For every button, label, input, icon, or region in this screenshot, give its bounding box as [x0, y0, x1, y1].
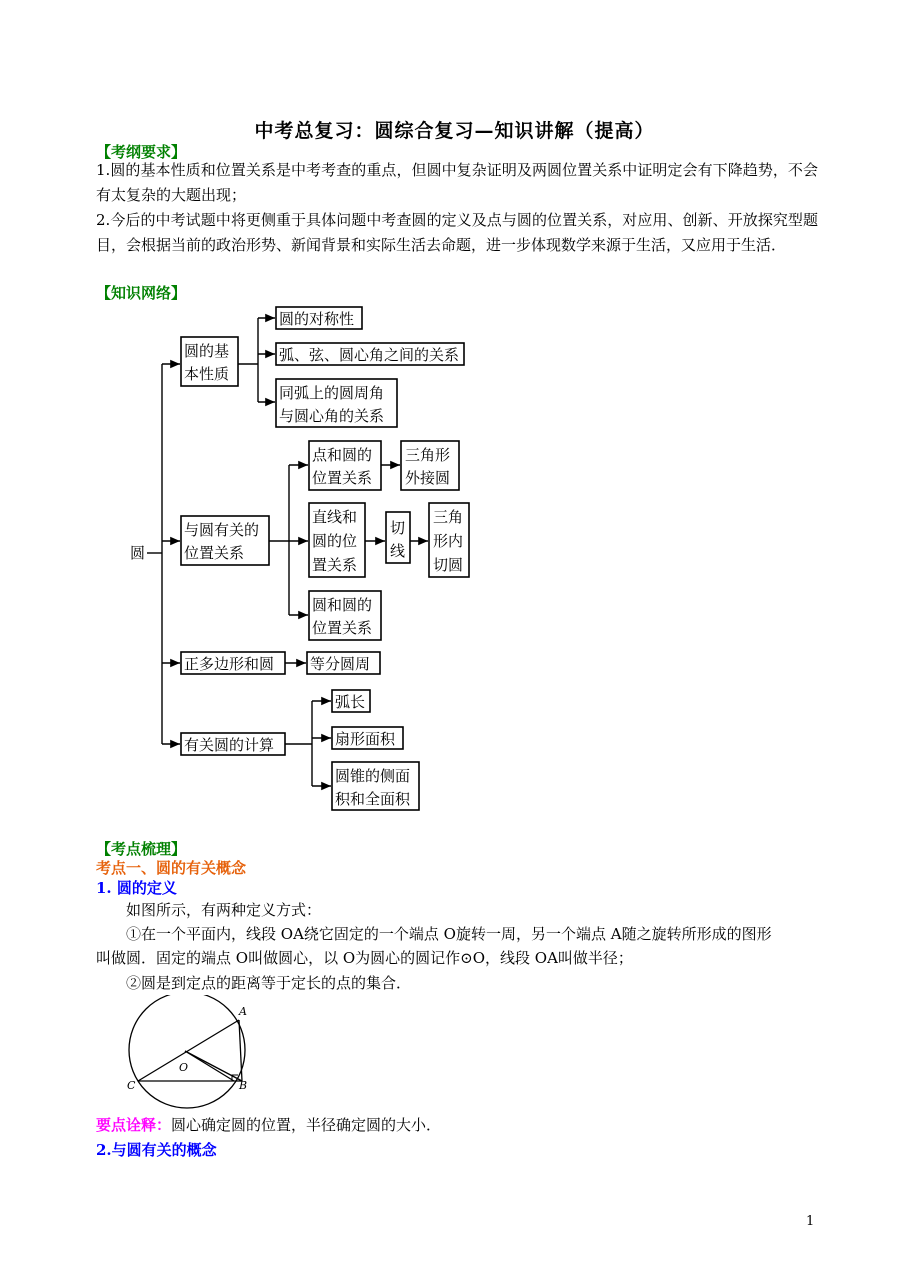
node-symmetry — [276, 307, 362, 329]
svg-text:形内: 形内 — [433, 532, 464, 550]
node-basic-properties — [181, 337, 238, 386]
svg-text:位置关系: 位置关系 — [312, 619, 373, 637]
node-circle-calculations — [181, 733, 285, 755]
svg-text:三角形: 三角形 — [405, 446, 451, 464]
node-tangent — [386, 512, 410, 563]
page-title: 中考总复习：圆综合复习—知识讲解（提高） — [254, 120, 655, 142]
node-point-circle — [309, 441, 381, 490]
node-arc-chord — [276, 343, 464, 365]
related-concepts-title: 2.与圆有关的概念 — [96, 1141, 217, 1159]
svg-text:置关系: 置关系 — [312, 556, 358, 574]
definition-1-first-line: ①在一个平面内，线段 OA绕它固定的一个端点 O旋转一周，另一个端点 A随之旋转所形成的图形 — [126, 925, 772, 943]
root-node: 圆 — [130, 544, 146, 562]
node-circle-circle — [309, 591, 381, 640]
node-arc-length — [332, 690, 370, 712]
definition-1-rest: 叫做圆．固定的端点 O叫做圆心，以 O为圆心的圆记作⊙O，线段 OA叫做半径； — [96, 949, 633, 967]
node-circumcircle — [401, 441, 459, 490]
svg-text:积和全面积: 积和全面积 — [335, 790, 411, 808]
page-number: 1 — [806, 1214, 815, 1229]
svg-text:与圆心角的关系: 与圆心角的关系 — [279, 407, 385, 425]
label-A: A — [239, 1005, 247, 1018]
svg-text:切: 切 — [390, 519, 406, 537]
node-line-circle — [309, 503, 365, 577]
svg-text:圆的对称性: 圆的对称性 — [279, 310, 355, 328]
node-sector-area — [332, 727, 403, 749]
point-1-title: 考点一、圆的有关概念 — [96, 859, 247, 877]
node-incircle — [429, 503, 469, 577]
node-position-relations — [181, 516, 269, 565]
label-B: B — [239, 1079, 248, 1092]
circle-definition-title: 1. 圆的定义 — [96, 879, 177, 897]
svg-text:点和圆的: 点和圆的 — [312, 446, 373, 464]
exam-item-1: 1.圆的基本性质和位置关系是中考考查的重点，但圆中复杂证明及两圆位置关系中证明定会有下降趋势，不会有太复杂的大题出现； — [96, 161, 818, 204]
node-cone-area — [332, 762, 419, 810]
section-exam-heading: 【考纲要求】 — [96, 143, 187, 161]
label-C: C — [127, 1079, 136, 1092]
svg-text:有关圆的计算: 有关圆的计算 — [184, 736, 275, 754]
svg-text:扇形面积: 扇形面积 — [335, 730, 396, 748]
label-O: O — [179, 1061, 189, 1074]
svg-text:与圆有关的: 与圆有关的 — [184, 521, 260, 539]
svg-text:位置关系: 位置关系 — [312, 469, 373, 487]
key-point-note — [96, 1114, 441, 1135]
key-point-text: 圆心确定圆的位置，半径确定圆的大小． — [171, 1116, 442, 1134]
svg-text:圆的基: 圆的基 — [184, 342, 230, 360]
svg-text:等分圆周: 等分圆周 — [310, 655, 371, 673]
node-inscribed-angle — [276, 379, 397, 427]
svg-text:圆锥的侧面: 圆锥的侧面 — [335, 767, 411, 785]
svg-text:圆和圆的: 圆和圆的 — [312, 596, 373, 614]
node-equal-division — [307, 652, 380, 674]
svg-text:三角: 三角 — [433, 508, 464, 526]
node-regular-polygon — [181, 652, 285, 674]
section-network-heading: 【知识网络】 — [96, 284, 187, 302]
section-points-heading: 【考点梳理】 — [96, 840, 187, 858]
svg-text:线: 线 — [390, 542, 406, 560]
circle-figure — [118, 995, 258, 1113]
svg-text:正多边形和圆: 正多边形和圆 — [184, 655, 275, 673]
definition-2: ②圆是到定点的距离等于定长的点的集合． — [126, 974, 412, 992]
svg-text:弧长: 弧长 — [335, 693, 366, 711]
exam-item-2: 2.今后的中考试题中将更侧重于具体问题中考查圆的定义及点与圆的位置关系，对应用、创新、开放探究型题目，会根据当前的政治形势、新闻背景和实际生活去命题，进一步体现数学来源于生活，又应用于生活． — [96, 211, 818, 254]
svg-text:同弧上的圆周角: 同弧上的圆周角 — [279, 384, 385, 402]
svg-text:直线和: 直线和 — [312, 508, 358, 526]
svg-text:外接圆: 外接圆 — [405, 469, 451, 487]
svg-text:位置关系: 位置关系 — [184, 544, 245, 562]
definition-intro: 如图所示，有两种定义方式： — [126, 901, 322, 919]
svg-text:圆的位: 圆的位 — [312, 532, 358, 550]
svg-text:弧、弦、圆心角之间的关系: 弧、弦、圆心角之间的关系 — [279, 346, 460, 364]
key-point-label: 要点诠释： — [96, 1116, 172, 1134]
svg-text:本性质: 本性质 — [184, 365, 230, 383]
svg-text:切圆: 切圆 — [433, 556, 464, 574]
